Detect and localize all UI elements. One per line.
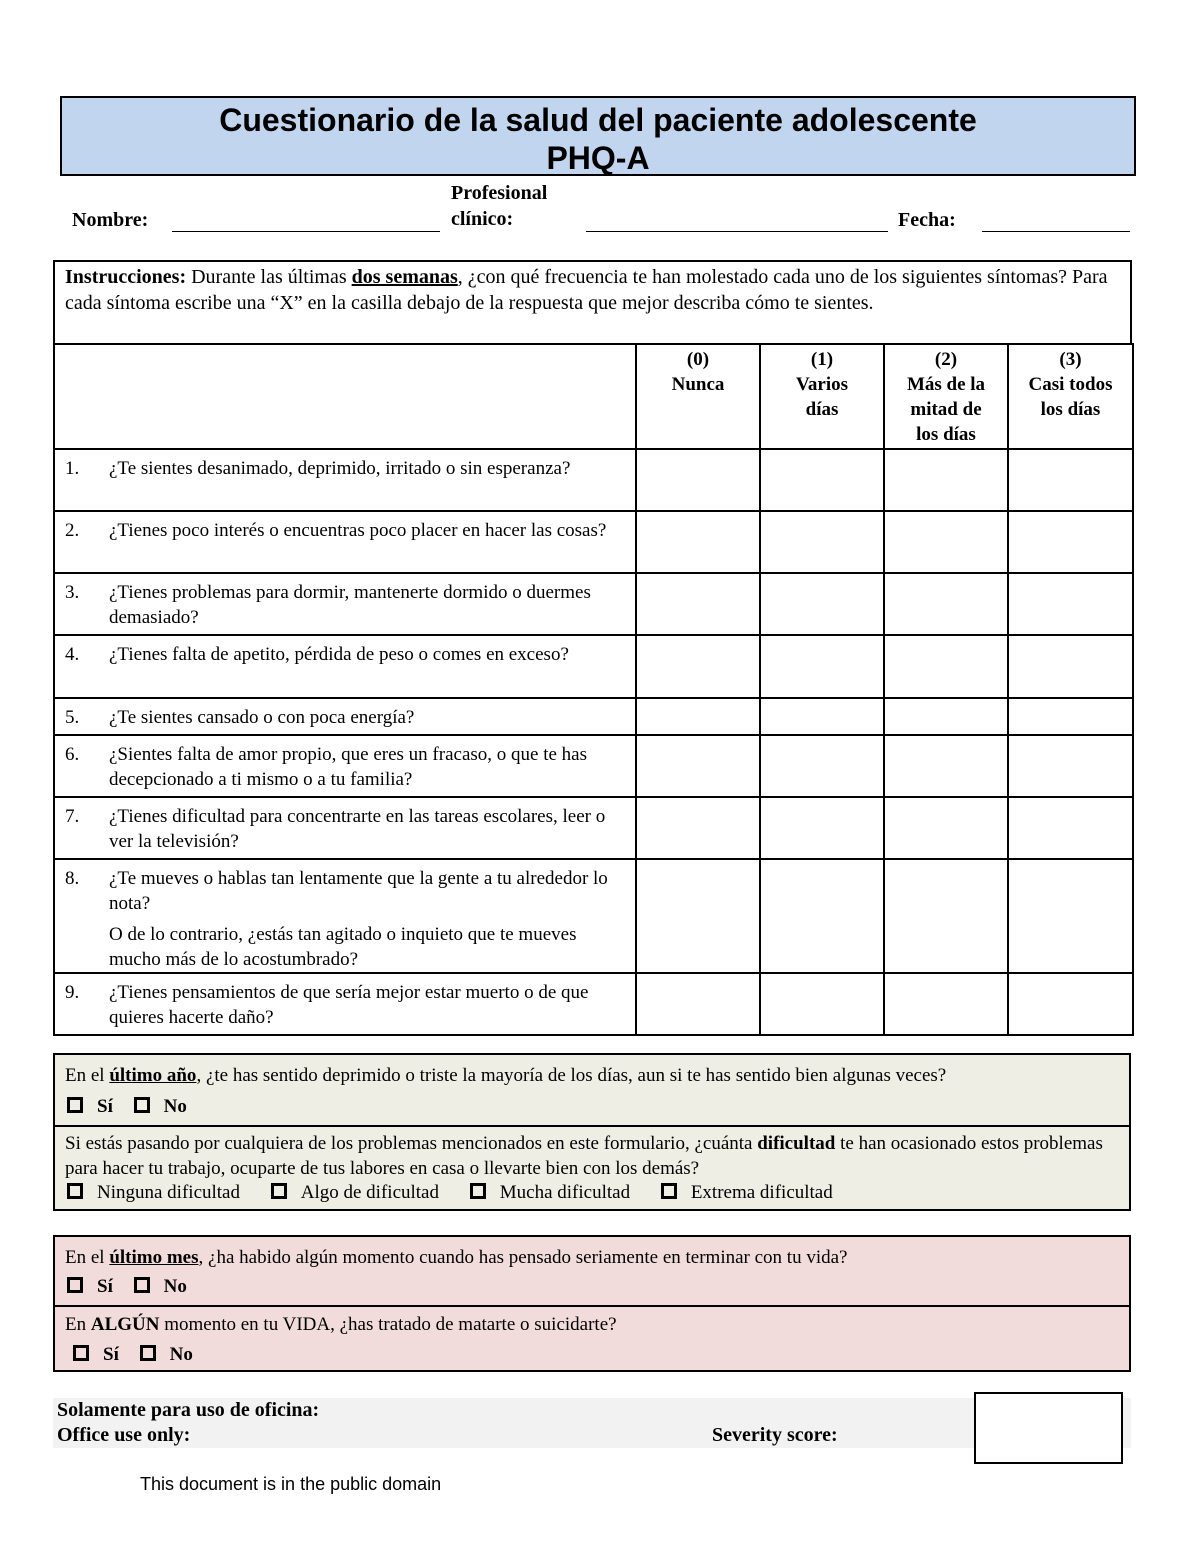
answer-cell[interactable] [636,449,760,511]
answer-cell[interactable] [1008,973,1133,1035]
answer-cell[interactable] [636,698,760,735]
answer-cell[interactable] [884,635,1008,698]
answer-cell[interactable] [760,973,884,1035]
answer-cell[interactable] [760,511,884,573]
answer-cell[interactable] [1008,797,1133,859]
footer-note: This document is in the public domain [140,1474,442,1494]
question-1: 1. ¿Te sientes desanimado, deprimido, irritado o sin esperanza? [54,449,636,511]
difficulty-option-some[interactable]: Algo de dificultad [271,1181,439,1205]
answer-cell[interactable] [760,573,884,635]
checkbox-icon[interactable] [661,1183,677,1199]
answer-cell[interactable] [884,797,1008,859]
answer-cell[interactable] [636,511,760,573]
answer-cell[interactable] [760,698,884,735]
difficulty-option-none[interactable]: Ninguna dificultad [67,1181,240,1205]
section-divider [55,1305,1129,1307]
answer-cell[interactable] [1008,449,1133,511]
answer-cell[interactable] [884,449,1008,511]
name-field[interactable] [172,231,440,232]
question-column-header [54,344,636,449]
checkbox-icon[interactable] [271,1183,287,1199]
answer-cell[interactable] [760,797,884,859]
answer-cell[interactable] [1008,859,1133,973]
table-row [54,573,1133,635]
past-year-yes-option[interactable]: Sí [67,1095,113,1119]
instructions-emphasis: dos semanas [351,266,458,288]
checkbox-icon[interactable] [134,1097,150,1113]
severity-score-label: Severity score: [712,1424,838,1446]
past-month-yes-option[interactable]: Sí [67,1275,113,1299]
answer-cell[interactable] [884,859,1008,973]
difficulty-option-much[interactable]: Mucha dificultad [470,1181,630,1205]
answer-cell[interactable] [760,735,884,797]
difficulty-option-extreme[interactable]: Extrema dificultad [661,1181,833,1205]
form-subtitle: PHQ-A [546,140,650,176]
name-label: Nombre: [72,209,149,231]
ever-no-option[interactable]: No [140,1343,193,1367]
answer-cell[interactable] [636,797,760,859]
instructions: Instrucciones: Durante las últimas dos semanas, ¿con qué frecuencia te han molestado cada uno de los siguientes síntomas? Para cada síntoma escribe una “X” en la casilla debajo de la respuesta que mejor describa cómo te sientes. [53,260,1132,344]
question-4: 4. ¿Tienes falta de apetito, pérdida de peso o comes en exceso? [54,635,636,698]
answer-cell[interactable] [884,573,1008,635]
ever-question: En ALGÚN momento en tu VIDA, ¿has tratado de matarte o suicidarte? [65,1314,617,1335]
checkbox-icon[interactable] [140,1345,156,1361]
section-divider [55,1125,1129,1127]
answer-cell[interactable] [1008,573,1133,635]
table-row [54,449,1133,511]
suicide-risk-section [53,1235,1131,1372]
checkbox-icon[interactable] [67,1183,83,1199]
symptom-table [53,343,1134,1036]
ever-yes-option[interactable]: Sí [73,1343,119,1367]
table-row [54,859,1133,973]
past-year-no-option[interactable]: No [134,1095,187,1119]
checkbox-icon[interactable] [134,1277,150,1293]
ever-options [73,1343,209,1367]
answer-cell[interactable] [1008,511,1133,573]
answer-cell[interactable] [884,698,1008,735]
office-use-label-es: Solamente para uso de oficina: [57,1399,320,1421]
past-month-options [67,1275,203,1299]
question-8: 8. ¿Te mueves o hablas tan lentamente que la gente a tu alrededor lo nota? O de lo contrario, ¿estás tan agitado o inquieto que te mueves mucho más de lo acostumbrado? [54,859,636,973]
instructions-label: Instrucciones: [65,266,187,288]
answer-cell[interactable] [760,859,884,973]
answer-cell[interactable] [1008,698,1133,735]
question-6: 6. ¿Sientes falta de amor propio, que eres un fracaso, o que te has decepcionado a ti mismo o a tu familia? [54,735,636,797]
question-5: 5. ¿Te sientes cansado o con poca energía? [54,698,636,735]
answer-cell[interactable] [636,859,760,973]
difficulty-options [67,1181,859,1205]
column-header-varios-dias: (1) Varios días [760,344,884,449]
date-label: Fecha: [898,209,956,231]
column-header-nunca: (0) Nunca [636,344,760,449]
table-header-row [54,344,1133,449]
past-year-section [53,1053,1131,1211]
answer-cell[interactable] [760,449,884,511]
past-year-question: En el último año, ¿te has sentido deprimido o triste la mayoría de los días, aun si te has sentido bien algunas veces? [65,1065,947,1086]
date-field[interactable] [982,231,1130,232]
past-year-options [67,1095,203,1119]
clinician-label: Profesional clínico: [451,182,548,230]
form-title-box [60,96,1136,176]
answer-cell[interactable] [636,635,760,698]
question-2: 2. ¿Tienes poco interés o encuentras poco placer en hacer las cosas? [54,511,636,573]
answer-cell[interactable] [1008,635,1133,698]
answer-cell[interactable] [884,735,1008,797]
office-use-label-en: Office use only: [57,1424,191,1446]
question-7: 7. ¿Tienes dificultad para concentrarte en las tareas escolares, leer o ver la televisión? [54,797,636,859]
difficulty-question: Si estás pasando por cualquiera de los problemas mencionados en este formulario, ¿cuánta dificultad te han ocasionado estos problemas para hacer tu trabajo, ocuparte de tus labores en casa o llevarte bien con los demás? [65,1133,1103,1179]
clinician-field[interactable] [586,231,888,232]
question-3: 3. ¿Tienes problemas para dormir, mantenerte dormido o duermes demasiado? [54,573,636,635]
table-row [54,635,1133,698]
table-row [54,973,1133,1035]
severity-score-box[interactable] [974,1392,1123,1464]
column-header-casi-todos: (3) Casi todos los días [1008,344,1133,449]
table-row [54,698,1133,735]
table-row [54,511,1133,573]
answer-cell[interactable] [636,973,760,1035]
column-header-mas-de-la-mitad: (2) Más de la mitad de los días [884,344,1008,449]
checkbox-icon[interactable] [470,1183,486,1199]
answer-cell[interactable] [636,735,760,797]
answer-cell[interactable] [636,573,760,635]
answer-cell[interactable] [1008,735,1133,797]
answer-cell[interactable] [884,973,1008,1035]
answer-cell[interactable] [760,635,884,698]
answer-cell[interactable] [884,511,1008,573]
checkbox-icon[interactable] [67,1097,83,1113]
checkbox-icon[interactable] [73,1345,89,1361]
table-row [54,797,1133,859]
table-row [54,735,1133,797]
checkbox-icon[interactable] [67,1277,83,1293]
form-title: Cuestionario de la salud del paciente adolescente [219,102,977,138]
question-9: 9. ¿Tienes pensamientos de que sería mejor estar muerto o de que quieres hacerte daño? [54,973,636,1035]
past-month-question: En el último mes, ¿ha habido algún momento cuando has pensado seriamente en terminar con tu vida? [65,1247,848,1268]
past-month-no-option[interactable]: No [134,1275,187,1299]
